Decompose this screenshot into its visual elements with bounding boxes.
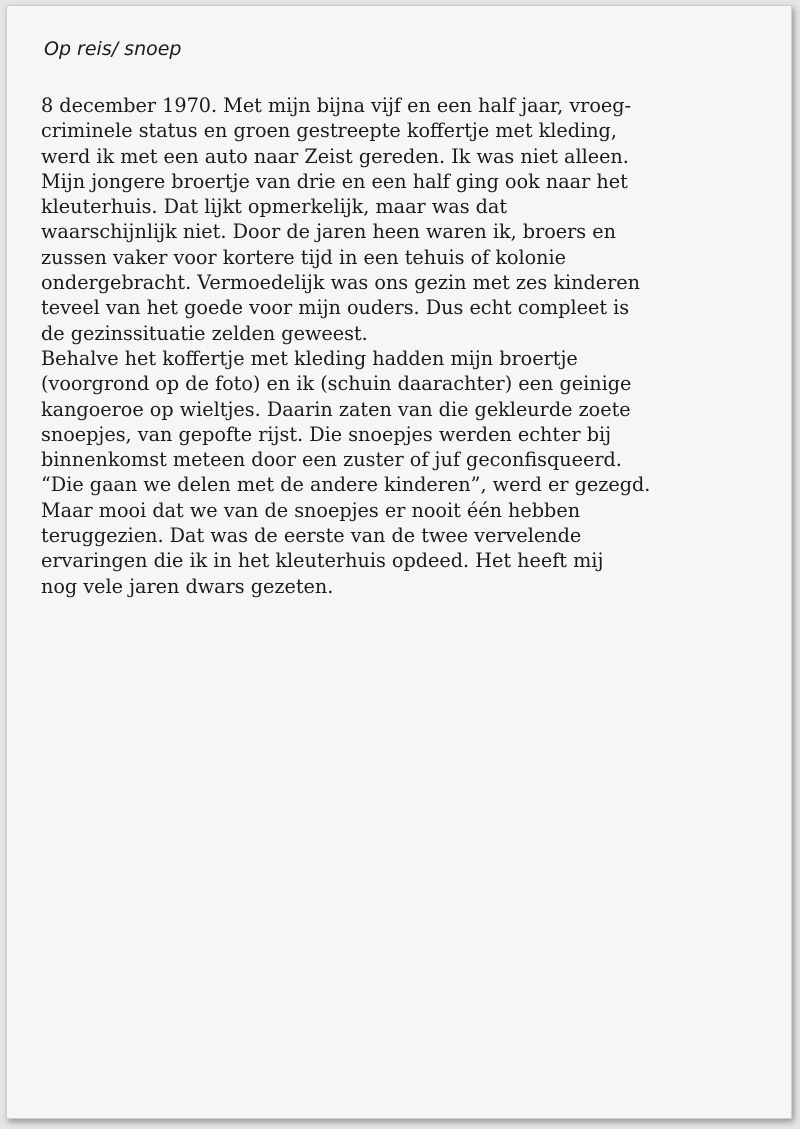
text-line: teveel van het goede voor mijn ouders. Dus echt compleet is: [41, 296, 630, 320]
text-line: ondergebracht. Vermoedelijk was ons gezin met zes kinderen: [41, 271, 640, 295]
text-line: teruggezien. Dat was de eerste van de twee vervelende: [41, 524, 582, 548]
text-line: zussen vaker voor kortere tijd in een tehuis of kolonie: [41, 245, 567, 269]
text-line: kangoeroe op wieltjes. Daarin zaten van die gekleurde zoete: [41, 397, 631, 421]
text-line: ervaringen die ik in het kleuterhuis opdeed. Het heeft mij: [41, 549, 604, 573]
text-line: kleuterhuis. Dat lijkt opmerkelijk, maar was dat: [41, 195, 508, 219]
document-page: [6, 5, 792, 1119]
text-line: de gezinssituatie zelden geweest.: [41, 321, 368, 345]
text-line: criminele status en groen gestreepte koffertje met kleding,: [41, 119, 617, 143]
text-line: Behalve het koffertje met kleding hadden mijn broertje: [41, 346, 578, 370]
text-line: (voorgrond op de foto) en ik (schuin daarachter) een geinige: [41, 372, 632, 396]
text-line: nog vele jaren dwars gezeten.: [41, 574, 334, 598]
text-line: waarschijnlijk niet. Door de jaren heen waren ik, broers en: [41, 220, 616, 244]
text-line: 8 december 1970. Met mijn bijna vijf en een half jaar, vroeg-: [41, 94, 632, 117]
text-line: binnenkomst meteen door een zuster of juf geconfisqueerd.: [41, 448, 622, 472]
text-line: werd ik met een auto naar Zeist gereden. Ik was niet alleen.: [41, 144, 629, 168]
body-text: [41, 93, 781, 599]
text-line: Maar mooi dat we van de snoepjes er nooit één hebben: [41, 498, 581, 522]
text-line: “Die gaan we delen met de andere kinderen”, werd er gezegd.: [41, 473, 651, 497]
page-title: Op reis/ snoep: [44, 38, 182, 60]
text-line: Mijn jongere broertje van drie en een half ging ook naar het: [41, 169, 628, 193]
text-line: snoepjes, van gepofte rijst. Die snoepjes werden echter bij: [41, 422, 612, 446]
